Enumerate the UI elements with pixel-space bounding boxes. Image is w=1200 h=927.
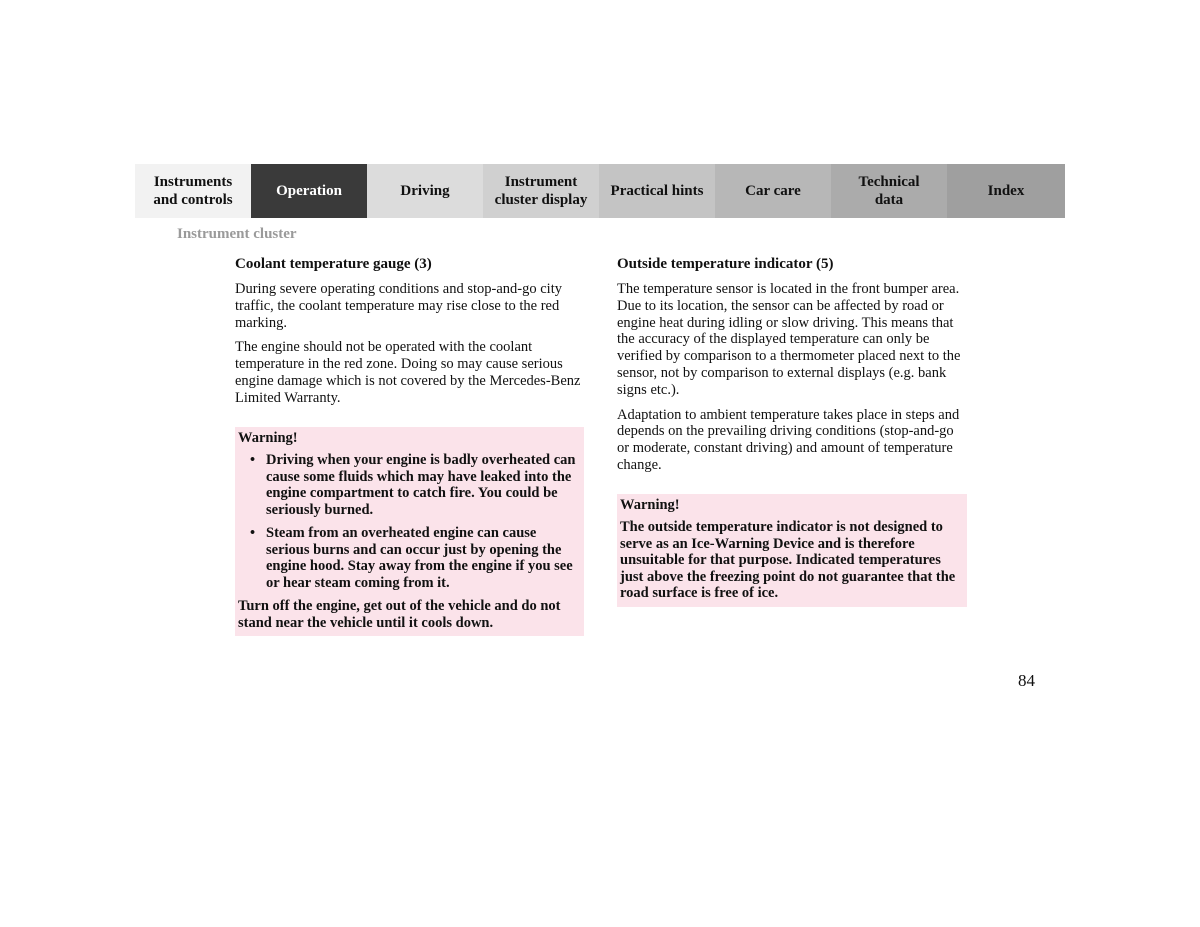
warning-title: Warning!	[620, 496, 680, 513]
warning-box	[235, 427, 584, 637]
page-number: 84	[1018, 671, 1035, 690]
tab-car-care[interactable]: Car care	[715, 164, 831, 218]
tab-instrument-cluster-display[interactable]: Instrument cluster display	[483, 164, 599, 218]
chapter-tab-bar	[135, 164, 1065, 218]
paragraph: Adaptation to ambient temperature takes place in steps and depends on the prevailing driving conditions (stop-and-go or moderate, constant driving) and amount of temperature change.	[617, 406, 960, 473]
warning-list	[238, 452, 581, 591]
warning-bullet	[238, 525, 581, 591]
tab-practical-hints[interactable]: Practical hints	[599, 164, 715, 218]
tab-operation[interactable]: Operation	[251, 164, 367, 218]
coolant-gauge-heading: Coolant temperature gauge (3)	[235, 256, 432, 272]
right-column	[617, 255, 967, 607]
section-title: Instrument cluster	[177, 226, 297, 242]
warning-bullet	[238, 452, 581, 518]
warning-text: Turn off the engine, get out of the vehicle and do not stand near the vehicle until it cools down.	[238, 598, 561, 631]
bullet-icon: •	[250, 452, 256, 469]
paragraph: The engine should not be operated with the coolant temperature in the red zone. Doing so may cause serious engine damage which is not covered by the Mercedes-Benz Limited Warranty.	[235, 339, 581, 406]
warning-bullet-text: Steam from an overheated engine can cause serious burns and can occur just by opening the engine hood. Stay away from the engine if you see or hear steam coming from it.	[266, 525, 573, 591]
left-column	[235, 255, 584, 636]
warning-box	[617, 494, 967, 607]
tab-index[interactable]: Index	[947, 164, 1065, 218]
tab-technical-data[interactable]: Technical data	[831, 164, 947, 218]
tab-instruments-and-controls[interactable]: Instruments and controls	[135, 164, 251, 218]
paragraph: During severe operating conditions and stop-and-go city traffic, the coolant temperature may rise close to the red marking.	[235, 281, 562, 331]
paragraph: The temperature sensor is located in the front bumper area. Due to its location, the sensor can be affected by road or engine heat during idling or slow driving. This means that the accuracy of the displayed temperature can only be verified by comparison to a thermometer placed next to the sensor, not by comparison to external displays (e.g. bank signs etc.).	[617, 281, 961, 398]
tab-driving[interactable]: Driving	[367, 164, 483, 218]
warning-text: The outside temperature indicator is not designed to serve as an Ice-Warning Device and is therefore unsuitable for that purpose. Indicated temperatures just above the freezing point do not guarantee that the road surface is free of ice.	[620, 519, 956, 602]
warning-title: Warning!	[238, 429, 298, 446]
outside-temperature-heading: Outside temperature indicator (5)	[617, 256, 834, 272]
warning-bullet-text: Driving when your engine is badly overheated can cause some fluids which may have leaked into the engine compartment to catch fire. You could be seriously burned.	[266, 452, 576, 518]
bullet-icon: •	[250, 525, 256, 542]
